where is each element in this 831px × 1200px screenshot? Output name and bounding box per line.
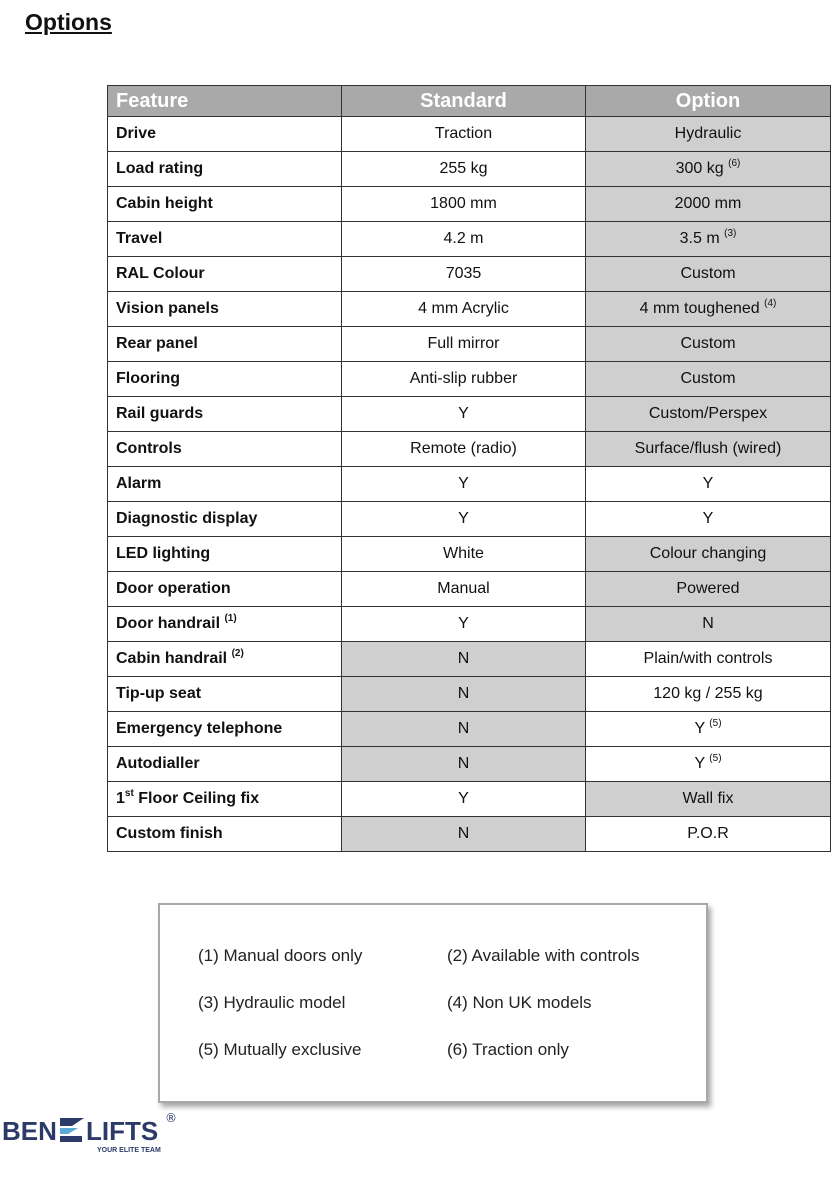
table-row	[108, 607, 831, 642]
option-value: Colour changing	[649, 545, 767, 562]
feature-cell	[108, 187, 342, 222]
footnote-ref: (2)	[231, 648, 244, 659]
option-cell	[586, 502, 831, 537]
feature-label: 1	[116, 790, 125, 807]
table-row	[108, 432, 831, 467]
header-option: Option	[586, 86, 831, 117]
benlifts-logo	[2, 1108, 182, 1156]
standard-cell: 4.2 m	[342, 222, 586, 257]
option-value: P.O.R	[687, 825, 729, 842]
standard-cell: Y	[342, 467, 586, 502]
standard-cell: N	[342, 712, 586, 747]
table-row	[108, 537, 831, 572]
options-table	[107, 85, 831, 852]
logo-text-right: LIFTS	[86, 1116, 159, 1146]
feature-label: Diagnostic display	[116, 510, 258, 527]
feature-label: Drive	[116, 125, 157, 142]
feature-cell	[108, 537, 342, 572]
standard-cell: Remote (radio)	[342, 432, 586, 467]
table-row	[108, 782, 831, 817]
standard-cell: N	[342, 642, 586, 677]
standard-cell: 255 kg	[342, 152, 586, 187]
standard-cell: Y	[342, 607, 586, 642]
option-cell	[586, 782, 831, 817]
table-row	[108, 117, 831, 152]
option-value: Wall fix	[682, 790, 734, 807]
feature-label: Tip-up seat	[116, 685, 202, 702]
footnote-6: (6) Traction only	[447, 1040, 569, 1059]
option-cell	[586, 187, 831, 222]
footnote-ref: (5)	[709, 753, 722, 764]
feature-label: Door handrail	[116, 615, 221, 632]
option-value: Hydraulic	[674, 125, 742, 142]
header-feature: Feature	[108, 86, 342, 117]
feature-label: Controls	[116, 440, 182, 457]
option-cell	[586, 677, 831, 712]
feature-cell	[108, 152, 342, 187]
standard-cell: Full mirror	[342, 327, 586, 362]
feature-cell	[108, 117, 342, 152]
feature-cell	[108, 397, 342, 432]
standard-cell: White	[342, 537, 586, 572]
table-row	[108, 467, 831, 502]
option-cell	[586, 572, 831, 607]
feature-superscript: st	[124, 788, 134, 799]
feature-label: Rear panel	[116, 335, 198, 352]
option-value: Y	[694, 720, 705, 737]
feature-label: Load rating	[116, 160, 204, 177]
option-value: 3.5 m	[679, 230, 720, 247]
option-cell	[586, 607, 831, 642]
table-row	[108, 187, 831, 222]
footnote-4: (4) Non UK models	[447, 993, 592, 1012]
feature-cell	[108, 502, 342, 537]
option-cell	[586, 292, 831, 327]
option-value: Custom	[680, 335, 736, 352]
table-row	[108, 222, 831, 257]
page-title: Options	[25, 9, 112, 35]
table-row	[108, 712, 831, 747]
standard-cell: N	[342, 677, 586, 712]
option-cell	[586, 397, 831, 432]
table-row	[108, 292, 831, 327]
standard-cell: 1800 mm	[342, 187, 586, 222]
feature-cell	[108, 292, 342, 327]
option-value: Y	[702, 510, 714, 527]
feature-label: Door operation	[116, 580, 231, 597]
feature-label: RAL Colour	[116, 265, 205, 282]
feature-cell	[108, 607, 342, 642]
feature-label: Autodialler	[116, 755, 200, 772]
feature-label: Cabin handrail	[116, 650, 228, 667]
table-row	[108, 642, 831, 677]
logo-tagline: YOUR ELITE TEAM	[97, 1147, 161, 1154]
option-cell	[586, 747, 831, 782]
table-header-row	[108, 86, 831, 117]
option-value: 2000 mm	[674, 195, 742, 212]
option-cell	[586, 817, 831, 852]
logo-text-left: BEN	[2, 1116, 57, 1146]
header-standard: Standard	[342, 86, 586, 117]
table-row	[108, 572, 831, 607]
option-value: Y	[694, 755, 705, 772]
footnote-ref: (4)	[764, 298, 777, 309]
footnote-5: (5) Mutually exclusive	[198, 1040, 362, 1059]
option-value: Y	[702, 475, 714, 492]
option-cell	[586, 362, 831, 397]
option-value: N	[702, 615, 714, 632]
footnotes-box	[158, 903, 708, 1103]
option-value: Surface/flush (wired)	[634, 440, 782, 457]
feature-cell	[108, 257, 342, 292]
feature-cell	[108, 362, 342, 397]
feature-label: Cabin height	[116, 195, 213, 212]
feature-label: Flooring	[116, 370, 180, 387]
logo-e-mark	[60, 1118, 84, 1142]
option-cell	[586, 117, 831, 152]
option-cell	[586, 222, 831, 257]
option-value: 300 kg	[675, 160, 724, 177]
table-row	[108, 502, 831, 537]
option-cell	[586, 537, 831, 572]
feature-label: Custom finish	[116, 825, 223, 842]
feature-label: Emergency telephone	[116, 720, 283, 737]
standard-cell: Manual	[342, 572, 586, 607]
option-cell	[586, 327, 831, 362]
option-value: Custom	[680, 370, 736, 387]
option-cell	[586, 432, 831, 467]
feature-cell	[108, 747, 342, 782]
feature-cell	[108, 467, 342, 502]
table-row	[108, 817, 831, 852]
feature-cell	[108, 222, 342, 257]
feature-cell	[108, 642, 342, 677]
option-cell	[586, 642, 831, 677]
table-row	[108, 747, 831, 782]
feature-label-rest: Floor Ceiling fix	[133, 790, 260, 807]
table-row	[108, 397, 831, 432]
standard-cell: Y	[342, 782, 586, 817]
standard-cell: N	[342, 817, 586, 852]
table-row	[108, 152, 831, 187]
footnote-ref: (6)	[728, 158, 741, 169]
feature-cell	[108, 432, 342, 467]
feature-label: LED lighting	[116, 545, 211, 562]
footnote-ref: (1)	[224, 613, 237, 624]
feature-cell	[108, 817, 342, 852]
standard-cell: Y	[342, 502, 586, 537]
standard-cell: Anti-slip rubber	[342, 362, 586, 397]
standard-cell: N	[342, 747, 586, 782]
standard-cell: Traction	[342, 117, 586, 152]
standard-cell: Y	[342, 397, 586, 432]
option-value: Plain/with controls	[643, 650, 773, 667]
feature-label: Alarm	[116, 475, 162, 492]
footnote-2: (2) Available with controls	[447, 946, 640, 965]
option-value: 4 mm toughened	[639, 300, 760, 317]
feature-cell	[108, 782, 342, 817]
feature-label: Travel	[116, 230, 163, 247]
footnote-ref: (5)	[709, 718, 722, 729]
option-cell	[586, 467, 831, 502]
option-value: Custom/Perspex	[648, 405, 768, 422]
feature-label: Rail guards	[116, 405, 204, 422]
standard-cell: 4 mm Acrylic	[342, 292, 586, 327]
standard-cell: 7035	[342, 257, 586, 292]
option-cell	[586, 712, 831, 747]
table-row	[108, 327, 831, 362]
feature-cell	[108, 677, 342, 712]
feature-cell	[108, 712, 342, 747]
footnote-3: (3) Hydraulic model	[198, 993, 346, 1012]
option-value: Custom	[680, 265, 736, 282]
footnote-1: (1) Manual doors only	[198, 946, 363, 965]
table-row	[108, 257, 831, 292]
option-cell	[586, 257, 831, 292]
table-row	[108, 677, 831, 712]
logo-registered-mark: ®	[165, 1111, 177, 1125]
table-row	[108, 362, 831, 397]
feature-cell	[108, 327, 342, 362]
footnote-ref: (3)	[724, 228, 737, 239]
feature-cell	[108, 572, 342, 607]
feature-label: Vision panels	[116, 300, 219, 317]
option-value: 120 kg / 255 kg	[653, 685, 763, 702]
option-value: Powered	[676, 580, 740, 597]
option-cell	[586, 152, 831, 187]
